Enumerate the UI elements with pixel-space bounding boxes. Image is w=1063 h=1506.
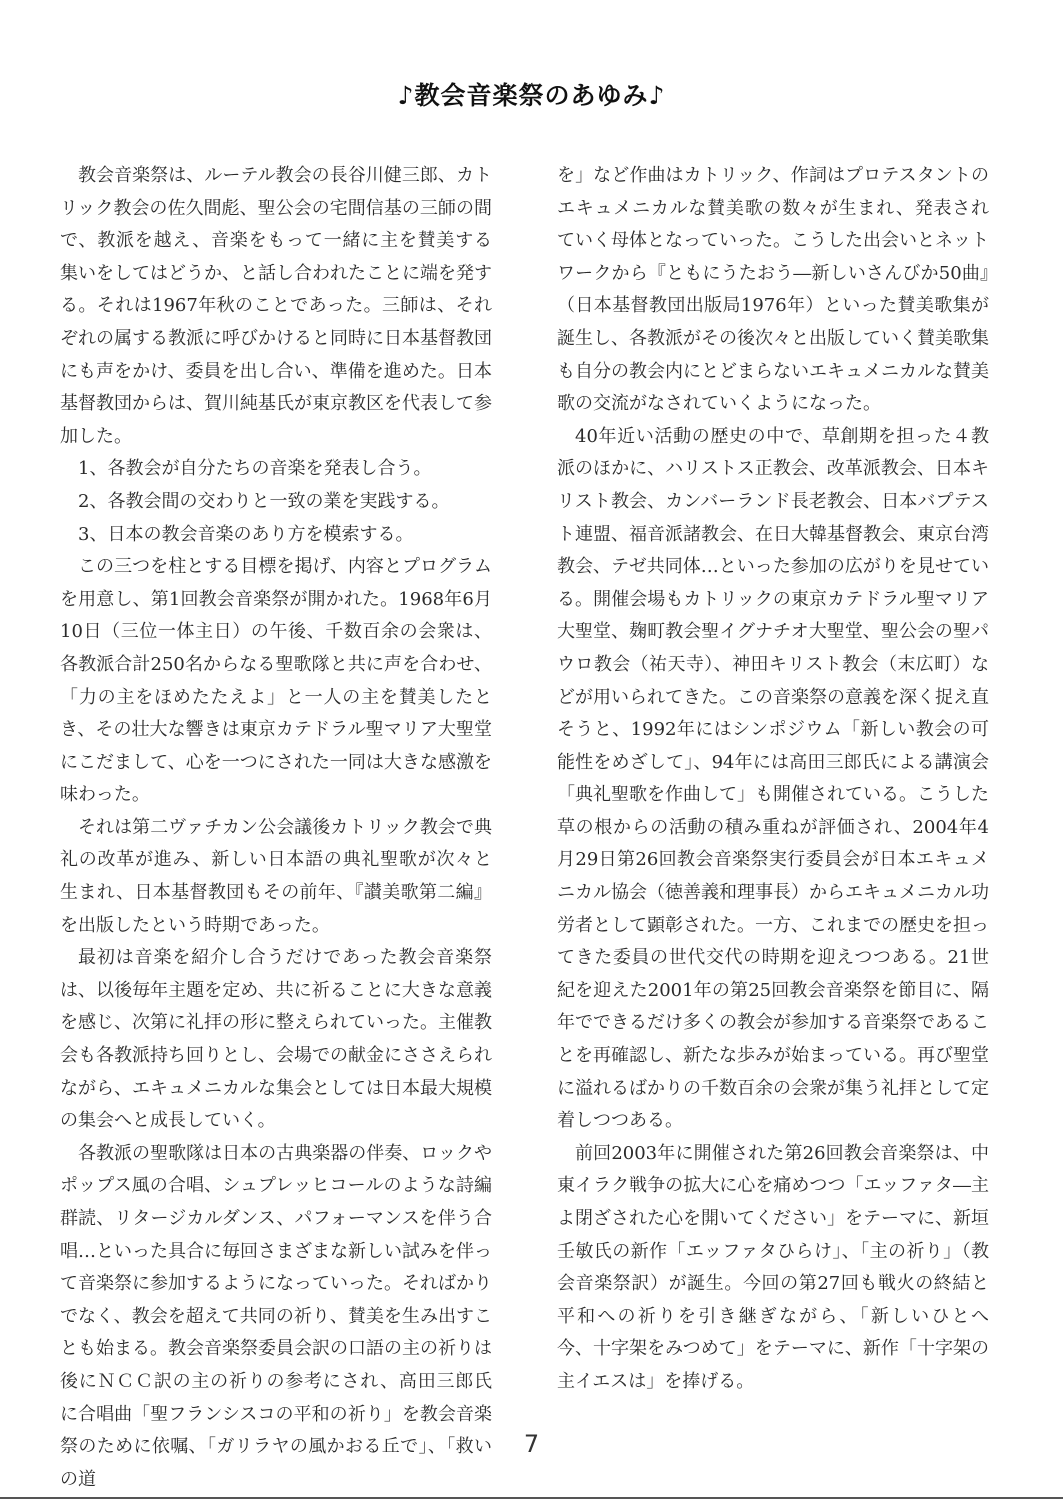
left-column — [60, 160, 492, 1496]
paragraph: それは第二ヴァチカン公会議後カトリック教会で典礼の改革が進み、新しい日本語の典礼聖歌が次々と生まれ、日本基督教団もその前年、『讃美歌第二編』を出版したという時期であった。 — [60, 816, 492, 936]
paragraph: 前回2003年に開催された第26回教会音楽祭は、中東イラク戦争の拡大に心を痛めつつ「エッファタ―主よ閉ざされた心を開いてください」をテーマに、新垣壬敏氏の新作「エッファタひらけ」、「主の祈り」（教会音楽祭訳）が誕生。今回の第27回も戦火の終結と平和への祈りを引き継ぎながら、「新しいひとへ 今、十字架をみつめて」をテーマに、新作「十字架の主イエスは」を捧げる。 — [557, 1142, 1007, 1392]
list-item: 1、各教会が自分たちの音楽を発表し合う。 — [78, 458, 432, 480]
bottom-divider — [0, 1497, 1063, 1499]
paragraph: 40年近い活動の歴史の中で、草創期を担った４教派のほかに、ハリストス正教会、改革派教会、日本キリスト教会、カンバーランド長老教会、日本バプテスト連盟、福音派諸教会、在日大韓基督教会、東京台湾教会、テゼ共同体…といった参加の広がりを見せている。開催会場もカトリックの東京カテドラル聖マリア大聖堂、麹町教会聖イグナチオ大聖堂、聖公会の聖パウロ教会（祐天寺）、神田キリスト教会（末広町）などが用いられてきた。この音楽祭の意義を深く捉え直そうと、1992年にはシンポジウム「新しい教会の可能性をめざして」、94年には高田三郎氏による講演会「典礼聖歌を作曲して」も開催されている。こうした草の根からの活動の積み重ねが評価され、2004年4月29日第26回教会音楽祭実行委員会が日本エキュメニカル協会（徳善義和理事長）からエキュメニカル功労者として顕彰された。一方、これまでの歴史を担ってきた委員の世代交代の時期を迎えつつある。21世紀を迎えた2001年の第25回教会音楽祭を節目に、隔年でできるだけ多くの教会が参加する音楽祭であることを再確認し、新たな歩みが始まっている。再び聖堂に溢れるばかりの千数百余の会衆が集う礼拝として定着しつつある。 — [557, 425, 989, 1132]
list-item: 2、各教会間の交わりと一致の業を実践する。 — [78, 490, 450, 512]
list-item: 3、日本の教会音楽のあり方を模索する。 — [78, 523, 414, 545]
paragraph: 各教派の聖歌隊は日本の古典楽器の伴奏、ロックやポップス風の合唱、シュプレッヒコールのような詩編群読、リタージカルダンス、パフォーマンスを伴う合唱…といった具合に毎回さまざまな新しい試みを伴って音楽祭に参加するようになっていった。そればかりでなく、教会を超えて共同の祈り、賛美を生み出すことも始まる。教会音楽祭委員会訳の口語の主の祈りは後にＮＣＣ訳の主の祈りの参考にされ、高田三郎氏に合唱曲「聖フランシスコの平和の祈り」を教会音楽祭のために依嘱、「ガリラヤの風かおる丘で」、「救いの道 — [60, 1142, 492, 1490]
paragraph: この三つを柱とする目標を掲げ、内容とプログラムを用意し、第1回教会音楽祭が開かれた。1968年6月10日（三位一体主日）の午後、千数百余の会衆は、各教派合計250名からなる聖歌隊と共に声を合わせ、「力の主をほめたたえよ」と一人の主を賛美したとき、その壮大な響きは東京カテドラル聖マリア大聖堂にこだまして、心を一つにされた一同は大きな感激を味わった。 — [60, 556, 492, 806]
paragraph: 教会音楽祭は、ルーテル教会の長谷川健三郎、カトリック教会の佐久間彪、聖公会の宅間信基の三師の間で、教派を越え、音楽をもって一緒に主を賛美する集いをしてはどうか、と話し合われたことに端を発する。それは1967年秋のことであった。三師は、それぞれの属する教派に呼びかけると同時に日本基督教団にも声をかけ、委員を出し合い、準備を進めた。日本基督教団からは、賀川純基氏が東京教区を代表して参加した。 — [60, 165, 492, 447]
page-number: 7 — [523, 1430, 540, 1458]
page-title: ♪教会音楽祭のあゆみ♪ — [397, 81, 666, 110]
paragraph: を」など作曲はカトリック、作詞はプロテスタントのエキュメニカルな賛美歌の数々が生まれ、発表されていく母体となっていった。こうした出会いとネットワークから『ともにうたおう―新しいさんびか50曲』（日本基督教団出版局1976年）といった賛美歌集が誕生し、各教派がその後次々と出版していく賛美歌集も自分の教会内にとどまらないエキュメニカルな賛美歌の交流がなされていくようになった。 — [557, 165, 989, 415]
right-column — [557, 160, 1007, 1399]
paragraph: 最初は音楽を紹介し合うだけであった教会音楽祭は、以後毎年主題を定め、共に祈ることに大きな意義を感じ、次第に礼拝の形に整えられていった。主催教会も各教派持ち回りとし、会場での献金にささえられながら、エキュメニカルな集会としては日本最大規模の集会へと成長していく。 — [60, 947, 492, 1132]
